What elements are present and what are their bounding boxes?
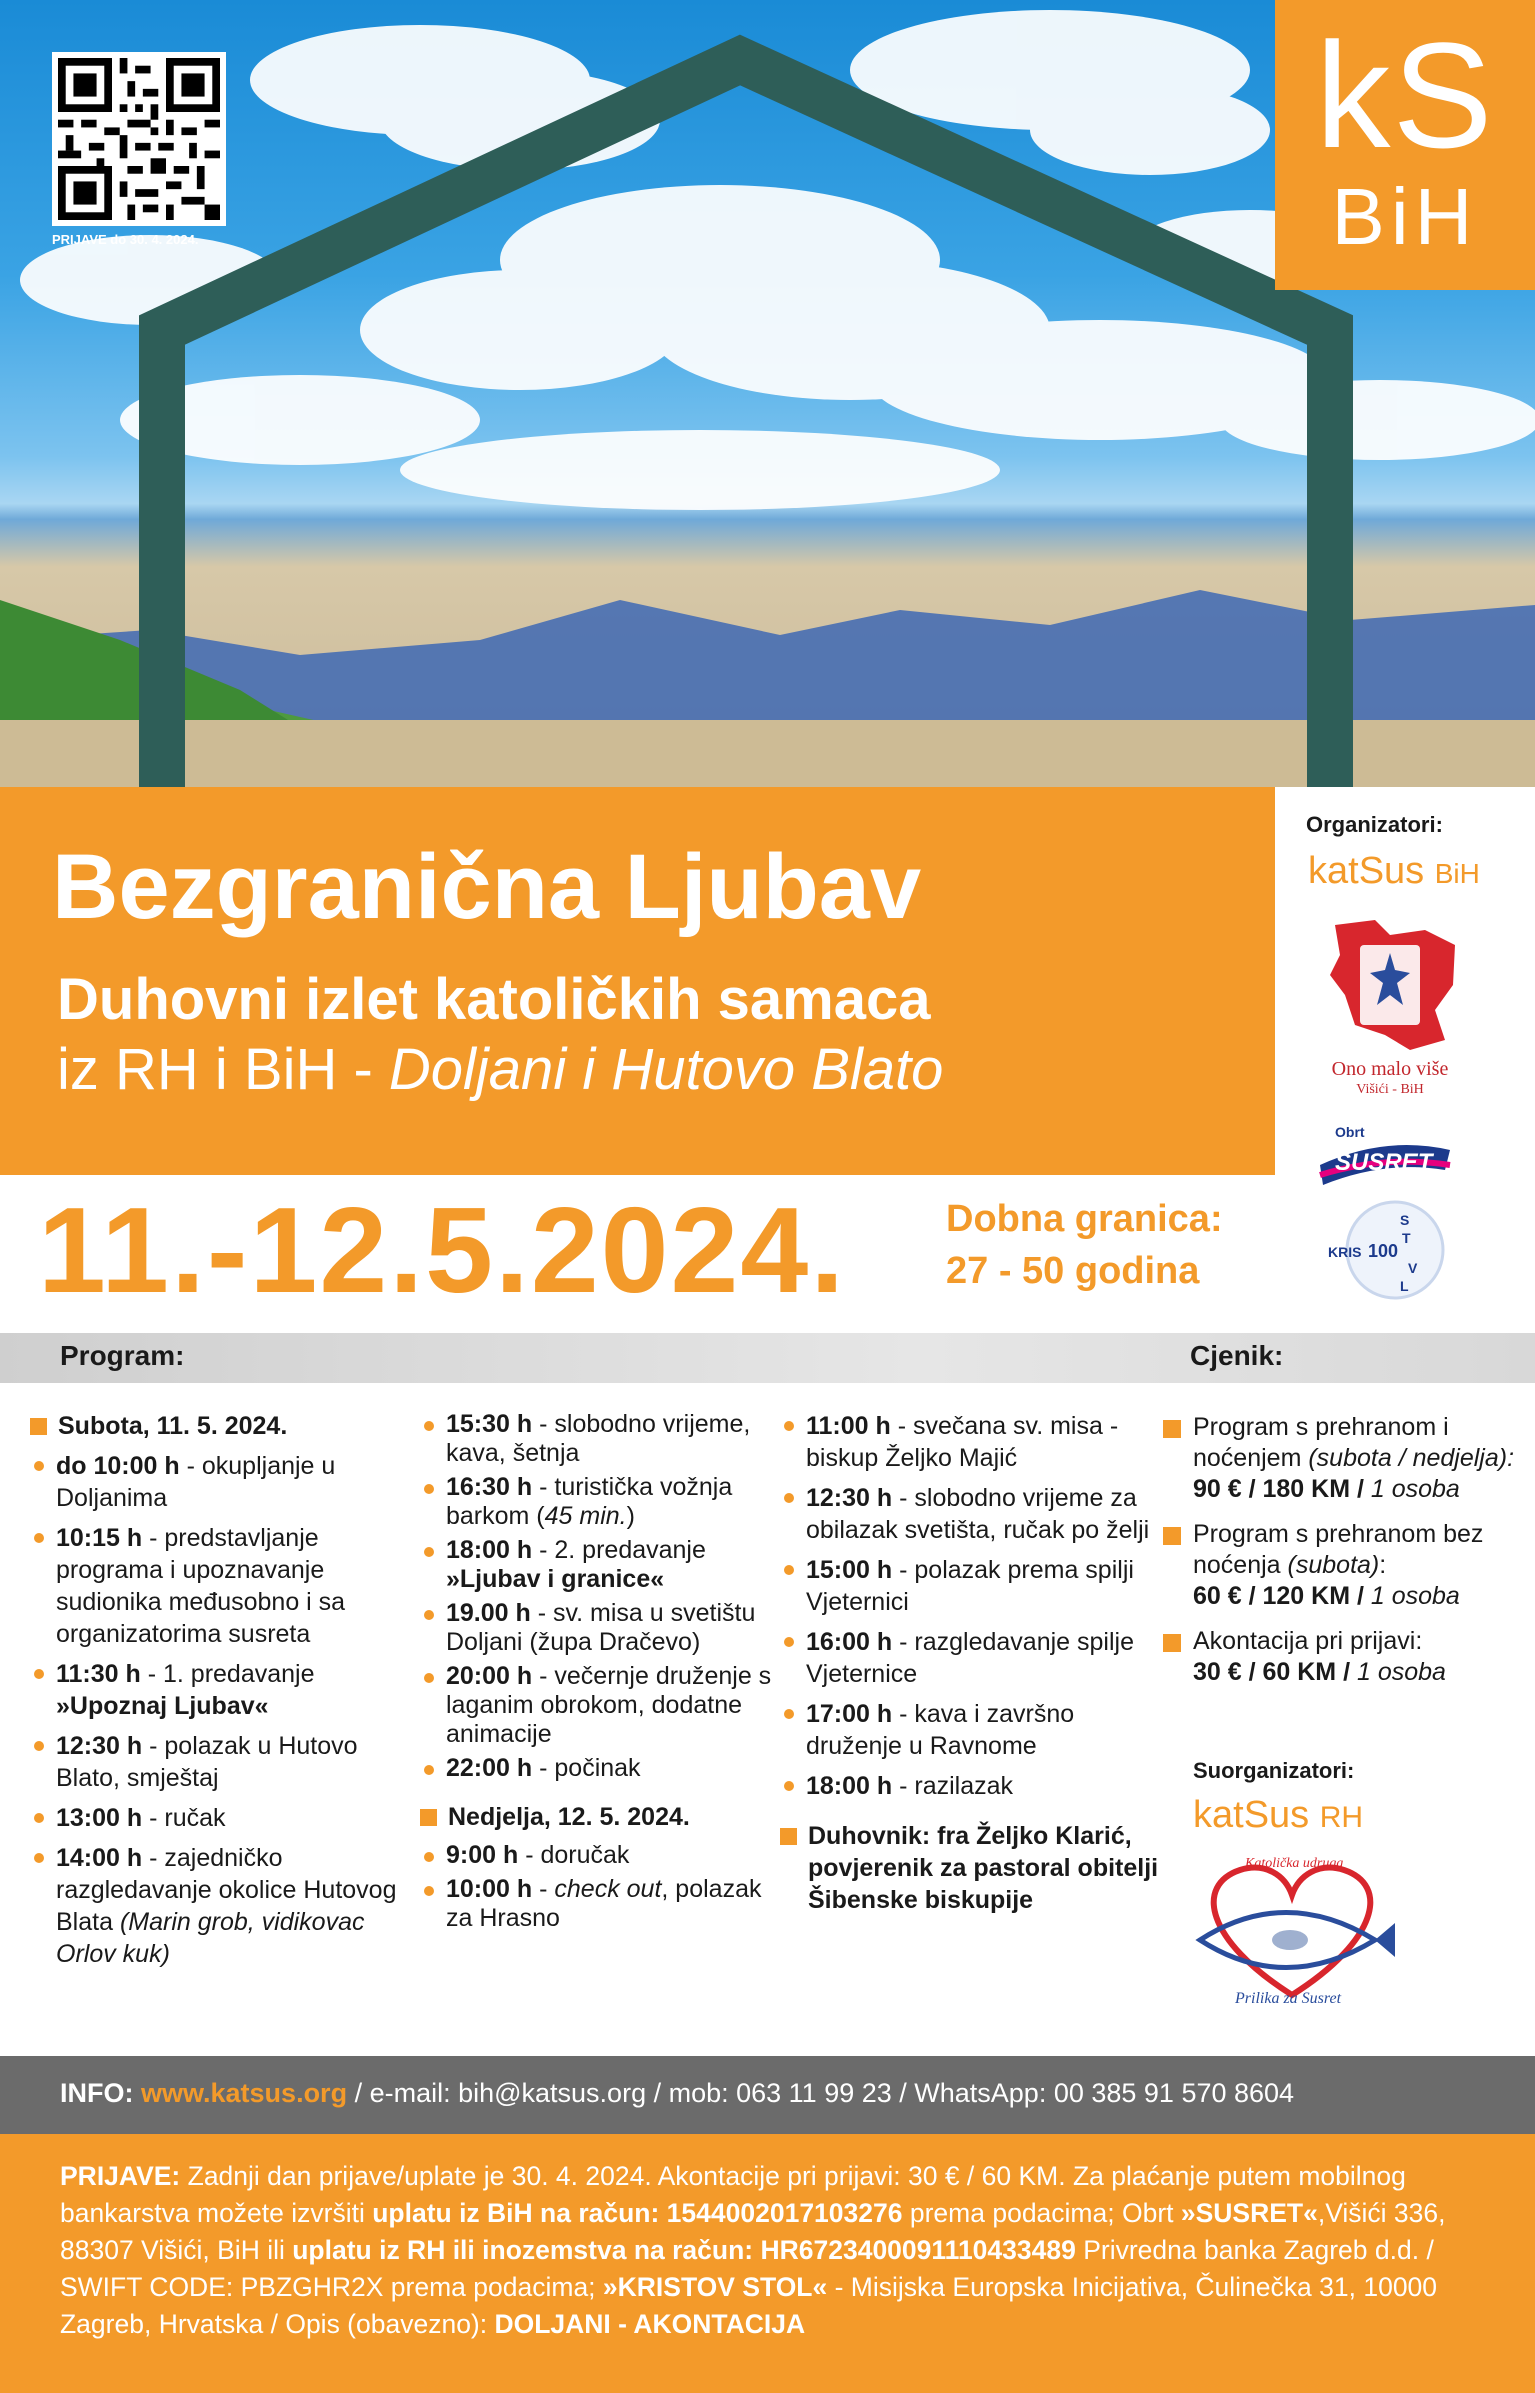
program-title: Program: bbox=[60, 1340, 185, 1371]
event-title: Bezgranična Ljubav bbox=[52, 836, 922, 938]
svg-text:V: V bbox=[1408, 1260, 1418, 1276]
schedule-item: do 10:00 h - okupljanje u Doljanima bbox=[30, 1450, 410, 1514]
organizer-visici: Višići - BiH bbox=[1356, 1082, 1424, 1097]
event-location: iz RH i BiH - Doljani i Hutovo Blato bbox=[57, 1037, 944, 1102]
schedule-item: 11:30 h - 1. predavanje »Upoznaj Ljubav« bbox=[30, 1658, 410, 1722]
age-limit-label: Dobna granica: bbox=[946, 1198, 1223, 1240]
svg-text:T: T bbox=[1402, 1230, 1411, 1246]
prilika-za-susret-logo bbox=[1185, 1845, 1400, 2015]
schedule-item: 18:00 h - 2. predavanje »Ljubav i granice« bbox=[420, 1536, 785, 1594]
svg-text:Katolička udruga: Katolička udruga bbox=[1245, 1856, 1344, 1871]
obrt-susret-logo bbox=[1315, 1115, 1455, 1195]
schedule-item: 17:00 h - kava i završno druženje u Ravnome bbox=[780, 1698, 1170, 1762]
program-column-2 bbox=[420, 1410, 785, 1938]
day-sunday-heading: Nedjelja, 12. 5. 2024. bbox=[420, 1801, 785, 1833]
title-band bbox=[0, 787, 1275, 1175]
schedule-item: 19.00 h - sv. misa u svetištu Doljani (župa Dračevo) bbox=[420, 1599, 785, 1657]
spiritual-leader: Duhovnik: fra Željko Klarić, povjerenik za pastoral obitelji Šibenske biskupije bbox=[780, 1820, 1170, 1916]
program-header-bar bbox=[0, 1333, 1535, 1383]
schedule-item: 14:00 h - zajedničko razgledavanje okolice Hutovog Blata (Marin grob, vidikovac Orlov kuk) bbox=[30, 1842, 410, 1970]
pricing-column bbox=[1163, 1412, 1528, 1702]
payment-instructions: PRIJAVE: Zadnji dan prijave/uplate je 30. 4. 2024. Akontacije pri prijavi: 30 € / 60 KM. Za plaćanje putem mobilnog bankarstva možete izvršiti uplatu iz BiH na račun: 1544002017103276 prema podacima; Obrt »SUSRET«,Višići 336, 88307 Višići, BiH ili uplatu iz RH ili inozemstva na račun: HR6723400091110433489 Privredna banka Zagreb d.d. / SWIFT CODE: PBZGHR2X prema podacima; »KRISTOV STOL« - Misijska Europska Inicijativa, Čulinečka 31, 10000 Zagreb, Hrvatska / Opis (obavezno): DOLJANI - AKONTACIJA bbox=[60, 2161, 1446, 2339]
organizer-katsus-bih-logo: katSus BiH bbox=[1308, 850, 1480, 892]
co-organizers-label: Suorganizatori: bbox=[1193, 1758, 1355, 1783]
program-column-3 bbox=[780, 1410, 1170, 1924]
pricing-title: Cjenik: bbox=[1190, 1340, 1284, 1371]
price-item: Program s prehranom bez noćenja (subota): 60 € / 120 KM / 1 osoba bbox=[1163, 1519, 1528, 1612]
schedule-item: 13:00 h - ručak bbox=[30, 1802, 410, 1834]
event-subtitle: Duhovni izlet katoličkih samaca bbox=[57, 967, 931, 1032]
qr-code[interactable] bbox=[52, 52, 226, 226]
schedule-item: 15:30 h - slobodno vrijeme, kava, šetnja bbox=[420, 1410, 785, 1468]
schedule-item: 16:00 h - razgledavanje spilje Vjeternice bbox=[780, 1626, 1170, 1690]
schedule-item: 15:00 h - polazak prema spilji Vjeternici bbox=[780, 1554, 1170, 1618]
price-item: Program s prehranom i noćenjem (subota / nedjelja): 90 € / 180 KM / 1 osoba bbox=[1163, 1412, 1528, 1505]
organizer-ono-malo-vise: Ono malo više bbox=[1331, 1058, 1449, 1080]
svg-text:SUSRET: SUSRET bbox=[1335, 1149, 1433, 1176]
schedule-item: 12:30 h - polazak u Hutovo Blato, smještaj bbox=[30, 1730, 410, 1794]
contact-info: INFO: www.katsus.org / e-mail: bih@katsus.org / mob: 063 11 99 23 / WhatsApp: 00 385 91 570 8604 bbox=[60, 2078, 1295, 2108]
schedule-item: 20:00 h - večernje druženje s laganim obrokom, dodatne animacije bbox=[420, 1662, 785, 1749]
qr-code-icon bbox=[58, 58, 220, 220]
logo-bih-text: BiH bbox=[1331, 172, 1479, 261]
svg-text:L: L bbox=[1400, 1278, 1409, 1294]
price-item: Akontacija pri prijavi: 30 € / 60 KM / 1 osoba bbox=[1163, 1626, 1528, 1688]
schedule-item: 18:00 h - razilazak bbox=[780, 1770, 1170, 1802]
schedule-item: 10:00 h - check out, polazak za Hrasno bbox=[420, 1875, 785, 1933]
logo-ks-text: kS bbox=[1315, 11, 1495, 179]
bih-map-logo bbox=[1315, 915, 1465, 1055]
organizers-label: Organizatori: bbox=[1306, 812, 1443, 837]
schedule-item: 10:15 h - predstavljanje programa i upoznavanje sudionika međusobno i sa organizatorima susreta bbox=[30, 1522, 410, 1650]
info-bar bbox=[0, 2056, 1535, 2134]
svg-text:Prilika za Susret: Prilika za Susret bbox=[1235, 1990, 1342, 2007]
program-column-1 bbox=[30, 1410, 410, 1978]
katsus-bih-logo bbox=[1275, 0, 1535, 290]
schedule-item: 9:00 h - doručak bbox=[420, 1841, 785, 1870]
event-date: 11.-12.5.2024. bbox=[38, 1182, 847, 1318]
kristov-stol-logo bbox=[1320, 1195, 1450, 1305]
svg-text:KRIS: KRIS bbox=[1328, 1244, 1362, 1260]
schedule-item: 11:00 h - svečana sv. misa - biskup Željko Majić bbox=[780, 1410, 1170, 1474]
schedule-item: 22:00 h - počinak bbox=[420, 1754, 785, 1783]
svg-text:100: 100 bbox=[1368, 1241, 1399, 1261]
svg-text:Obrt: Obrt bbox=[1335, 1124, 1365, 1140]
co-organizer-katsus-rh-logo: katSus RH bbox=[1193, 1794, 1364, 1836]
age-limit-value: 27 - 50 godina bbox=[946, 1250, 1200, 1292]
day-saturday-heading: Subota, 11. 5. 2024. bbox=[30, 1410, 410, 1442]
website-link[interactable]: www.katsus.org bbox=[141, 2078, 348, 2108]
svg-text:S: S bbox=[1400, 1212, 1410, 1228]
qr-caption: PRIJAVE do 30. 4. 2024. bbox=[52, 232, 199, 247]
schedule-item: 12:30 h - slobodno vrijeme za obilazak svetišta, ručak po želji bbox=[780, 1482, 1170, 1546]
schedule-item: 16:30 h - turistička vožnja barkom (45 min.) bbox=[420, 1473, 785, 1531]
registration-footer bbox=[0, 2134, 1535, 2393]
